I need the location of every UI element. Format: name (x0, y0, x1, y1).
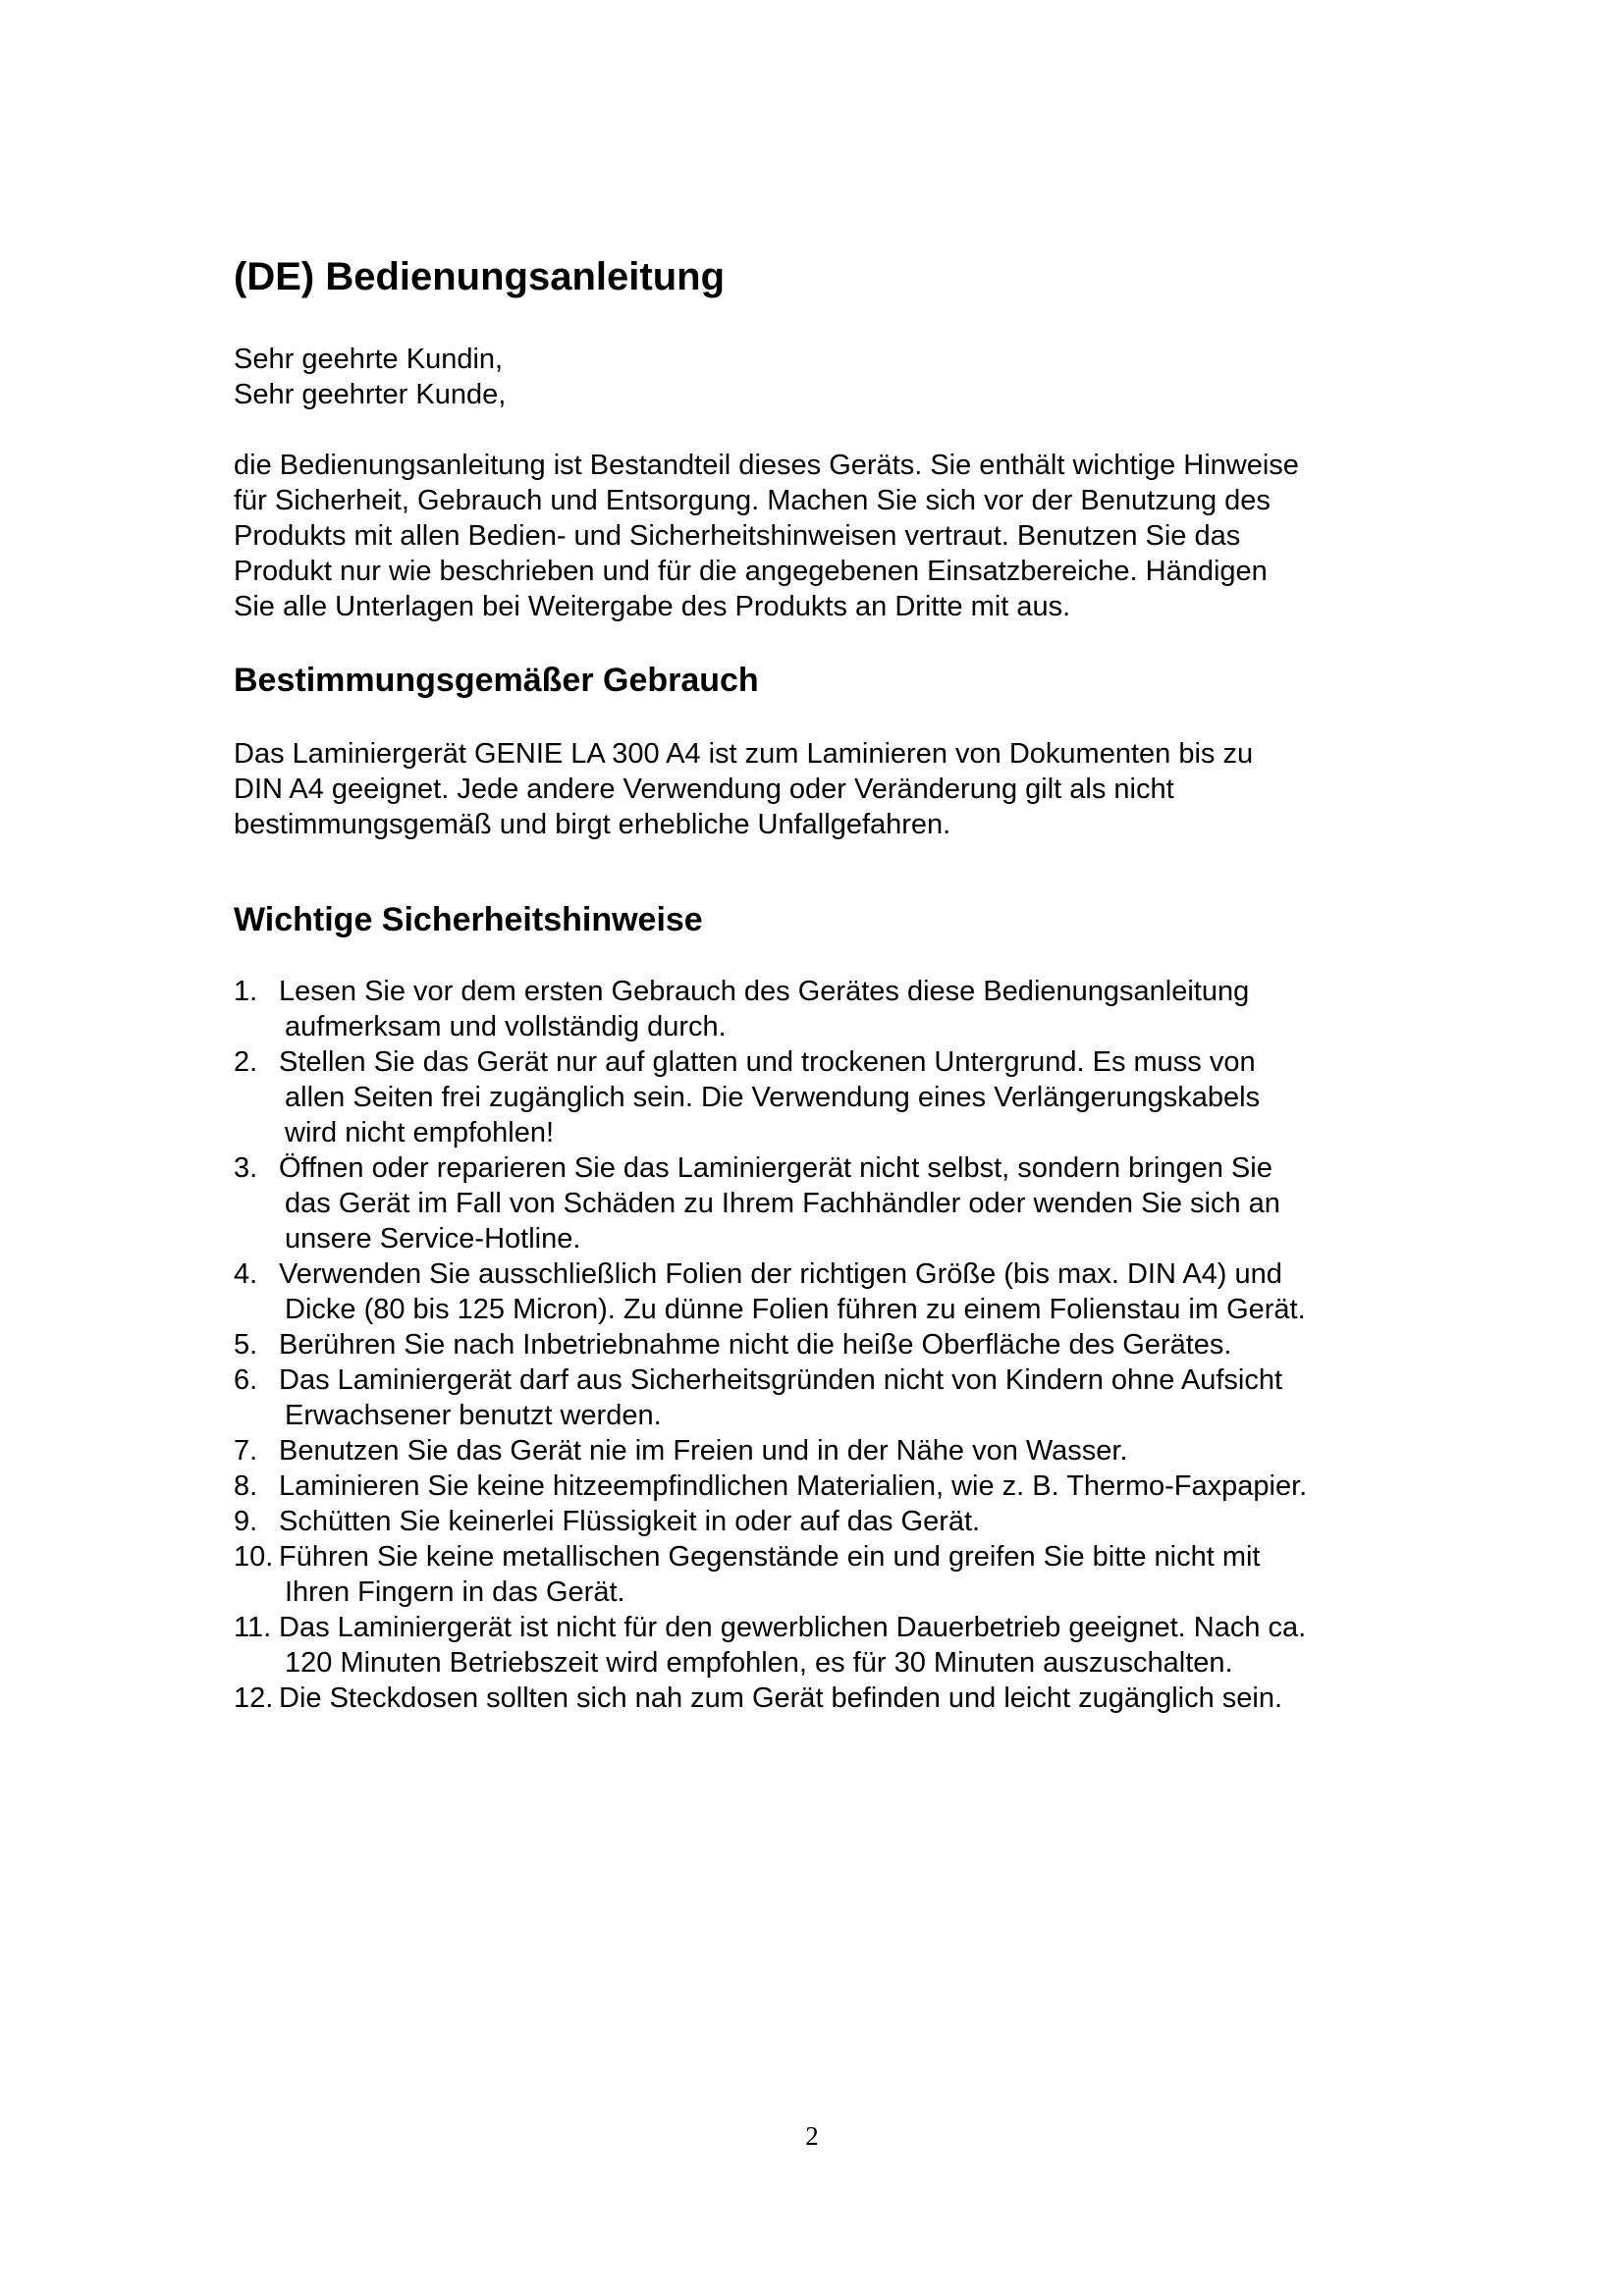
page-number: 2 (805, 2121, 819, 2151)
list-item-number: 7. (234, 1435, 258, 1467)
list-item-line: Laminieren Sie keine hitzeempfindlichen Materialien, wie z. B. Thermo-Faxpapier. (279, 1470, 1308, 1502)
list-item-number: 2. (234, 1046, 258, 1078)
list-item-line: Öffnen oder reparieren Sie das Laminiergerät nicht selbst, sondern bringen Sie (279, 1152, 1272, 1184)
list-item-number: 11. (234, 1612, 272, 1643)
list-item (234, 1681, 1432, 1716)
list-item-number: 10. (234, 1541, 274, 1573)
list-item-line: Das Laminiergerät darf aus Sicherheitsgründen nicht von Kindern ohne Aufsicht (279, 1364, 1283, 1396)
list-item (234, 1044, 1432, 1150)
list-item-line: 120 Minuten Betriebszeit wird empfohlen, es für 30 Minuten auszuschalten. (285, 1647, 1233, 1679)
list-item (234, 1256, 1432, 1327)
intended-use-line: DIN A4 geeignet. Jede andere Verwendung oder Veränderung gilt als nicht (234, 774, 1174, 805)
list-item (234, 1362, 1432, 1433)
intended-use-paragraph (234, 736, 1432, 842)
salutation-line: Sehr geehrter Kunde, (234, 379, 507, 410)
list-item-number: 1. (234, 976, 258, 1007)
intro-line: für Sicherheit, Gebrauch und Entsorgung. Machen Sie sich vor der Benutzung des (234, 485, 1271, 516)
salutation (234, 342, 1432, 412)
page-content (234, 253, 1432, 1716)
safety-list (234, 974, 1432, 1716)
list-item-number: 5. (234, 1329, 258, 1361)
list-item-line: Dicke (80 bis 125 Micron). Zu dünne Folien führen zu einem Folienstau im Gerät. (285, 1294, 1306, 1325)
list-item-line: Ihren Fingern in das Gerät. (285, 1576, 625, 1608)
list-item (234, 1433, 1432, 1468)
list-item (234, 1504, 1432, 1539)
list-item (234, 1150, 1432, 1256)
intended-use-line: Das Laminiergerät GENIE LA 300 A4 ist zum Laminieren von Dokumenten bis zu (234, 738, 1254, 770)
intro-line: Sie alle Unterlagen bei Weitergabe des Produkts an Dritte mit aus. (234, 591, 1071, 622)
list-item-line: Benutzen Sie das Gerät nie im Freien und in der Nähe von Wasser. (279, 1435, 1128, 1467)
list-item-line: Berühren Sie nach Inbetriebnahme nicht die heiße Oberfläche des Gerätes. (279, 1329, 1232, 1361)
section-heading-intended-use: Bestimmungsgemäßer Gebrauch (234, 662, 759, 699)
list-item-line: Die Steckdosen sollten sich nah zum Gerät befinden und leicht zugänglich sein. (279, 1682, 1283, 1714)
list-item-number: 9. (234, 1506, 258, 1537)
list-item-line: Lesen Sie vor dem ersten Gebrauch des Gerätes diese Bedienungsanleitung (279, 976, 1250, 1007)
list-item-line: allen Seiten frei zugänglich sein. Die Verwendung eines Verlängerungskabels (285, 1082, 1261, 1113)
list-item-line: Das Laminiergerät ist nicht für den gewerblichen Dauerbetrieb geeignet. Nach ca. (279, 1612, 1307, 1643)
list-item (234, 974, 1432, 1044)
list-item-line: aufmerksam und vollständig durch. (285, 1011, 727, 1042)
list-item-number: 12. (234, 1682, 274, 1714)
intro-paragraph (234, 448, 1432, 624)
list-item-number: 8. (234, 1470, 258, 1502)
list-item-line: Verwenden Sie ausschließlich Folien der richtigen Größe (bis max. DIN A4) und (279, 1258, 1282, 1290)
list-item-line: unsere Service-Hotline. (285, 1223, 581, 1255)
list-item-line: Erwachsener benutzt werden. (285, 1400, 662, 1431)
intro-line: Produkt nur wie beschrieben und für die angegebenen Einsatzbereiche. Händigen (234, 556, 1268, 587)
section-heading-safety: Wichtige Sicherheitshinweise (234, 901, 703, 938)
list-item-number: 4. (234, 1258, 258, 1290)
list-item-line: Stellen Sie das Gerät nur auf glatten und trockenen Untergrund. Es muss von (279, 1046, 1256, 1078)
intro-line: Produkts mit allen Bedien- und Sicherheitshinweisen vertraut. Benutzen Sie das (234, 520, 1241, 552)
list-item-line: Führen Sie keine metallischen Gegenstände ein und greifen Sie bitte nicht mit (279, 1541, 1261, 1573)
salutation-line: Sehr geehrte Kundin, (234, 344, 504, 375)
list-item-line: wird nicht empfohlen! (285, 1117, 555, 1148)
list-item-number: 3. (234, 1152, 258, 1184)
intro-line: die Bedienungsanleitung ist Bestandteil dieses Geräts. Sie enthält wichtige Hinweise (234, 450, 1299, 481)
list-item (234, 1468, 1432, 1504)
intended-use-line: bestimmungsgemäß und birgt erhebliche Unfallgefahren. (234, 809, 951, 840)
list-item-number: 6. (234, 1364, 258, 1396)
list-item-line: das Gerät im Fall von Schäden zu Ihrem Fachhändler oder wenden Sie sich an (285, 1188, 1280, 1219)
list-item-line: Schütten Sie keinerlei Flüssigkeit in oder auf das Gerät. (279, 1506, 981, 1537)
list-item (234, 1539, 1432, 1610)
page-title: (DE) Bedienungsanleitung (234, 255, 725, 298)
list-item (234, 1610, 1432, 1681)
list-item (234, 1327, 1432, 1362)
